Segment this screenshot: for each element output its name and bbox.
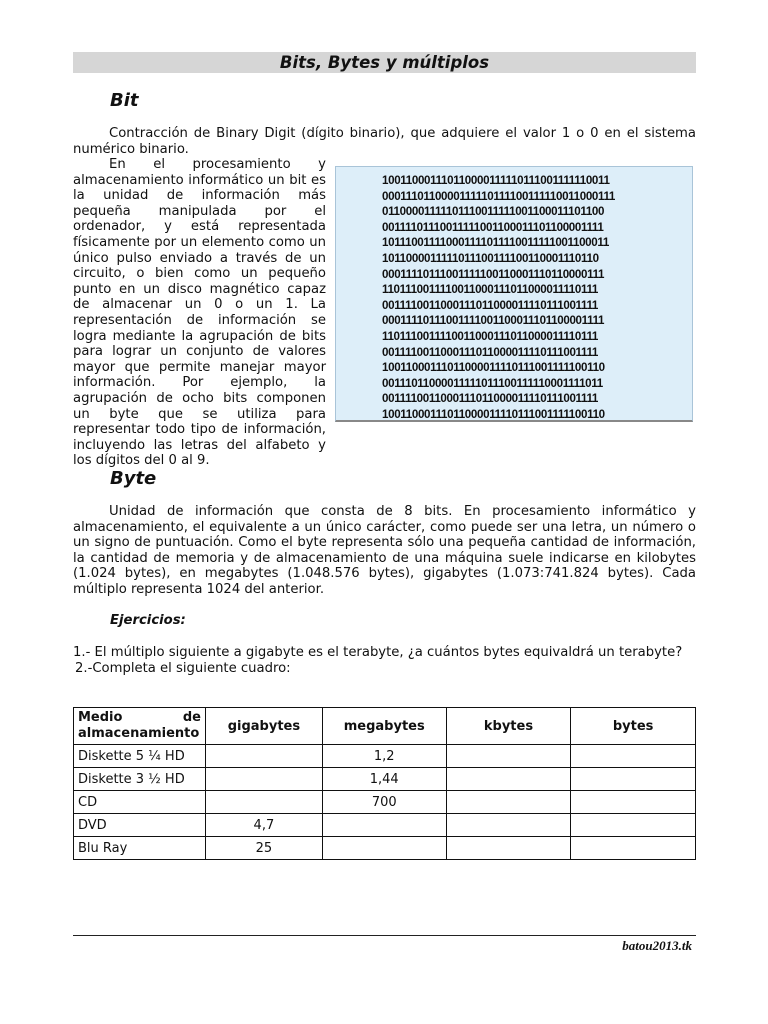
binary-line: 00111101110011111001100011101100001111 xyxy=(382,220,604,234)
binary-line: 101110011110001111011110011111001100011 xyxy=(382,236,609,250)
footer-divider xyxy=(73,935,696,936)
cell-bytes[interactable] xyxy=(571,745,696,768)
header-megabytes: megabytes xyxy=(322,708,446,745)
cell-medio: Diskette 5 ¼ HD xyxy=(74,745,206,768)
binary-line: 0011110011000111011000011110111001111 xyxy=(382,298,599,312)
page-title: Bits, Bytes y múltiplos xyxy=(73,52,696,73)
cell-kbytes[interactable] xyxy=(446,745,571,768)
cell-gigabytes[interactable] xyxy=(205,745,322,768)
cell-megabytes[interactable] xyxy=(322,814,446,837)
question-2: 2.-Completa el siguiente cuadro: xyxy=(75,661,291,676)
binary-line: 00011110111001111001100011101100001111 xyxy=(382,314,605,328)
byte-heading: Byte xyxy=(110,468,157,489)
binary-code-image xyxy=(335,166,693,422)
bit-body-paragraph: En el procesamiento y almacenamiento informático un bit es la unidad de información más pequeña manipulada por el ordenador, y está representada físicamente por un elemento como un único pulso enviado a través de un circuito, o bien como un pequeño punto en un disco magnético capaz de almacenar un 0 o un 1. La representación de información se logra mediante la agrupación de bits para lograr un conjunto de valores mayor que permite manejar mayor información. Por ejemplo, la agrupación de ocho bits componen un byte que se utiliza para representar todo tipo de información, incluyendo las letras del alfabeto y los dígitos del 0 al 9. xyxy=(73,157,326,469)
cell-bytes[interactable] xyxy=(571,837,696,860)
binary-line: 1011000011111011100111100110001110110 xyxy=(382,251,599,265)
table-row xyxy=(74,745,696,768)
header-medio: Medio de almacenamiento xyxy=(74,708,206,745)
binary-line: 1101110011110011000111011000011110111 xyxy=(382,283,599,297)
cell-megabytes[interactable] xyxy=(322,837,446,860)
cell-megabytes[interactable]: 1,2 xyxy=(322,745,446,768)
table-header-row xyxy=(74,708,696,745)
bit-intro-paragraph: Contracción de Binary Digit (dígito binario), que adquiere el valor 1 o 0 en el sistema numérico binario. xyxy=(73,126,696,157)
cell-medio: DVD xyxy=(74,814,206,837)
header-kbytes: kbytes xyxy=(446,708,571,745)
cell-kbytes[interactable] xyxy=(446,768,571,791)
table-row xyxy=(74,814,696,837)
binary-line: 10011000111011000011110111001111100110 xyxy=(382,361,605,375)
binary-line: 0011110011000111011000011110111001111 xyxy=(382,392,599,406)
header-bytes: bytes xyxy=(571,708,696,745)
binary-line: 0001110110000111110111100111110011000111 xyxy=(382,189,616,203)
table-row xyxy=(74,791,696,814)
table-row xyxy=(74,837,696,860)
cell-bytes[interactable] xyxy=(571,814,696,837)
cell-medio: Blu Ray xyxy=(74,837,206,860)
cell-medio: CD xyxy=(74,791,206,814)
byte-body-paragraph: Unidad de información que consta de 8 bits. En procesamiento informático y almacenamiento, el equivalente a un único carácter, como puede ser una letra, un número o un signo de puntuación. Como el byte representa sólo una pequeña cantidad de información, la cantidad de memoria y de almacenamiento de una máquina suele indicarse en kilobytes (1.024 bytes), en megabytes (1.048.576 bytes), gigabytes (1.073:741.824 bytes). Cada múltiplo representa 1024 del anterior. xyxy=(73,504,696,597)
binary-line: 00011110111001111100110001110110000111 xyxy=(382,267,605,281)
cell-gigabytes[interactable] xyxy=(205,791,322,814)
binary-line: 00111011000011111011100111110001111011 xyxy=(382,376,603,390)
cell-gigabytes[interactable] xyxy=(205,768,322,791)
binary-line: 10011000111011000011110111001111100110 xyxy=(382,407,605,421)
cell-kbytes[interactable] xyxy=(446,837,571,860)
binary-line: 0011110011000111011000011110111001111 xyxy=(382,345,599,359)
cell-gigabytes[interactable]: 4,7 xyxy=(205,814,322,837)
cell-kbytes[interactable] xyxy=(446,791,571,814)
cell-megabytes[interactable]: 700 xyxy=(322,791,446,814)
binary-line: 100110001110110000111110111001111110011 xyxy=(382,174,610,187)
binary-line: 1101110011110011000111011000011110111 xyxy=(382,329,599,343)
cell-gigabytes[interactable]: 25 xyxy=(205,837,322,860)
cell-megabytes[interactable]: 1,44 xyxy=(322,768,446,791)
binary-line: 01100001111101110011111001100011101100 xyxy=(382,205,605,219)
cell-medio: Diskette 3 ½ HD xyxy=(74,768,206,791)
cell-bytes[interactable] xyxy=(571,791,696,814)
footer-site-label: batou2013.tk xyxy=(622,938,692,953)
binary-code-lines xyxy=(382,173,615,423)
bit-heading: Bit xyxy=(110,90,139,111)
storage-table xyxy=(73,707,696,860)
cell-kbytes[interactable] xyxy=(446,814,571,837)
header-gigabytes: gigabytes xyxy=(205,708,322,745)
table-row xyxy=(74,768,696,791)
exercises-label: Ejercicios: xyxy=(110,613,186,628)
question-1: 1.- El múltiplo siguiente a gigabyte es el terabyte, ¿a cuántos bytes equivaldrá un terabyte? xyxy=(73,645,683,660)
cell-bytes[interactable] xyxy=(571,768,696,791)
